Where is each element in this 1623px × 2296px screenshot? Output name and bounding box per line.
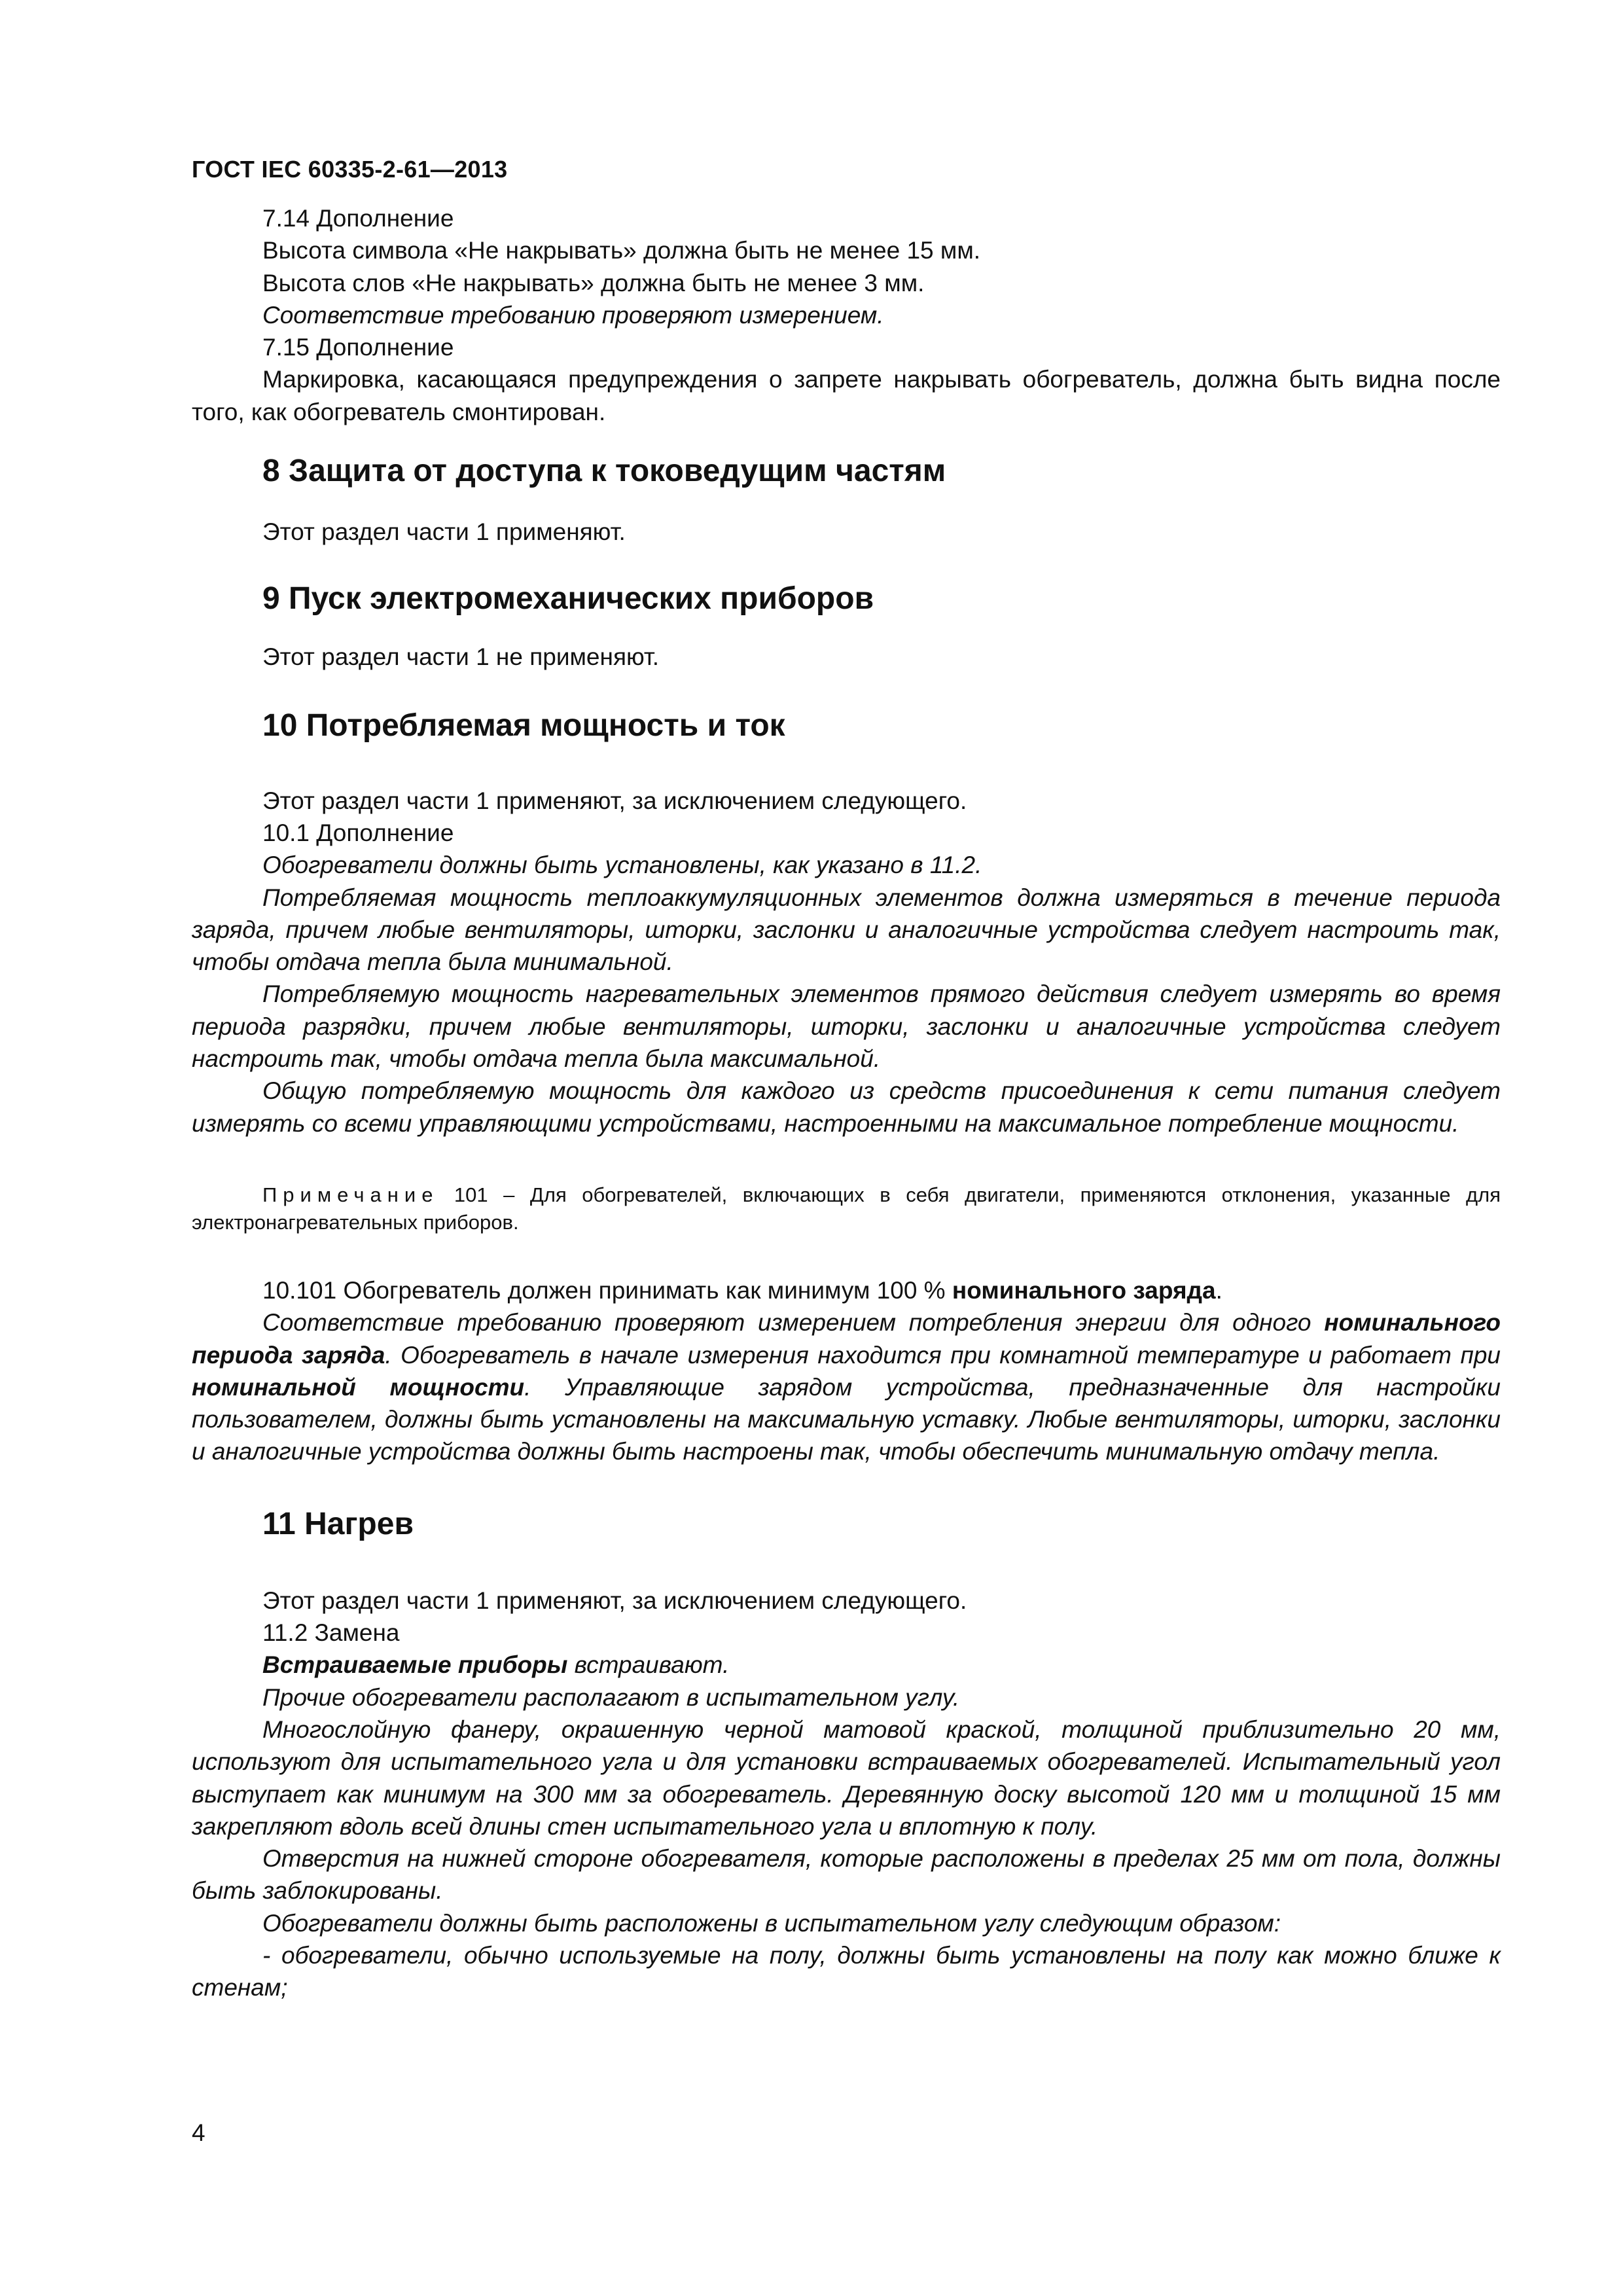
term-bold: номинального периода заряда	[192, 1309, 1501, 1369]
paragraph: 11.2 Замена	[262, 1619, 400, 1647]
text-run: . Управляющие зарядом устройства, предназначенные для настройки пользователем, должны быть установлены на максимальную уставку. Любые вентиляторы, шторки, заслонки и аналогичные устройства должны быть настроены так, чтобы обеспечить минимальную отдачу тепла.	[192, 1373, 1501, 1465]
paragraph	[192, 1274, 1501, 1306]
paragraph: Прочие обогреватели располагают в испытательном углу.	[262, 1683, 960, 1711]
text-run: . Обогреватель в начале измерения находится при комнатной температуре и работает при	[385, 1341, 1501, 1369]
paragraph: Этот раздел части 1 применяют, за исключением следующего.	[262, 1587, 967, 1614]
section-heading-8: 8 Защита от доступа к токоведущим частям	[262, 454, 946, 489]
document-body	[192, 202, 1501, 2004]
paragraph: 10.1 Дополнение	[262, 819, 454, 846]
paragraph: Этот раздел части 1 не применяют.	[262, 643, 660, 671]
term-bold: номинальной мощности	[192, 1373, 525, 1401]
paragraph: Высота слов «Не накрывать» должна быть не менее 3 мм.	[262, 269, 925, 296]
paragraph: Потребляемую мощность нагревательных элементов прямого действия следует измерять во время периода разрядки, причем любые вентиляторы, шторки, заслонки и аналогичные устройства следует настроить так, чтобы отдача тепла была максимальной.	[192, 980, 1501, 1073]
note	[192, 1181, 1501, 1236]
paragraph: Обогреватели должны быть расположены в испытательном углу следующим образом:	[262, 1909, 1281, 1937]
text-run: встраивают.	[567, 1651, 730, 1679]
paragraph: 7.15 Дополнение	[262, 334, 454, 361]
term-bold: номинального заряда	[952, 1276, 1216, 1304]
paragraph: Потребляемая мощность теплоаккумуляционных элементов должна измеряться в течение периода заряда, причем любые вентиляторы, шторки, заслонки и аналогичные устройства следует настроить так, чтобы отдача тепла была минимальной.	[192, 884, 1501, 976]
paragraph: Общую потребляемую мощность для каждого из средств присоединения к сети питания следует измерять со всеми управляющими устройствами, настроенными на максимальное потребление мощности.	[192, 1077, 1501, 1137]
paragraph: Этот раздел части 1 применяют, за исключением следующего.	[262, 787, 967, 814]
section-heading-9: 9 Пуск электромеханических приборов	[262, 581, 874, 617]
note-text: 101 – Для обогревателей, включающих в себя двигатели, применяются отклонения, указанные для электронагревательных приборов.	[192, 1183, 1501, 1234]
section-heading-11: 11 Нагрев	[262, 1506, 414, 1541]
text-run: Соответствие требованию проверяют измерением потребления энергии для одного	[262, 1309, 1325, 1336]
section-heading-10: 10 Потребляемая мощность и ток	[262, 708, 785, 743]
document-page	[192, 0, 1501, 2296]
document-header: ГОСТ IEC 60335-2-61—2013	[192, 156, 508, 183]
paragraph: - обогреватели, обычно используемые на полу, должны быть установлены на полу как можно ближе к стенам;	[192, 1941, 1501, 2001]
term-bold: Встраиваемые приборы	[262, 1651, 568, 1679]
paragraph: Соответствие требованию проверяют измерением.	[262, 301, 884, 329]
note-label: Примечание	[262, 1183, 439, 1206]
page-number: 4	[192, 2119, 205, 2146]
paragraph: Высота символа «Не накрывать» должна быть не менее 15 мм.	[262, 237, 981, 264]
paragraph: Многослойную фанеру, окрашенную черной матовой краской, толщиной приблизительно 20 мм, используют для испытательного угла и для установки встраиваемых обогревателей. Испытательный угол выступает как минимум на 300 мм за обогреватель. Деревянную доску высотой 120 мм и толщиной 15 мм закрепляют вдоль всей длины стен испытательного угла и вплотную к полу.	[192, 1715, 1501, 1840]
paragraph: Обогреватели должны быть установлены, как указано в 11.2.	[262, 852, 982, 879]
text-run: .	[1215, 1276, 1222, 1304]
paragraph	[192, 1306, 1501, 1467]
paragraph: Отверстия на нижней стороне обогревателя, которые расположены в пределах 25 мм от пола, должны быть заблокированы.	[192, 1845, 1501, 1905]
paragraph: Этот раздел части 1 применяют.	[262, 518, 626, 546]
paragraph: Маркировка, касающаяся предупреждения о запрете накрывать обогреватель, должна быть видна после того, как обогреватель смонтирован.	[192, 366, 1501, 425]
text-run: 10.101 Обогреватель должен принимать как минимум 100 %	[262, 1276, 952, 1304]
paragraph	[192, 1649, 1501, 1681]
paragraph: 7.14 Дополнение	[262, 205, 454, 232]
